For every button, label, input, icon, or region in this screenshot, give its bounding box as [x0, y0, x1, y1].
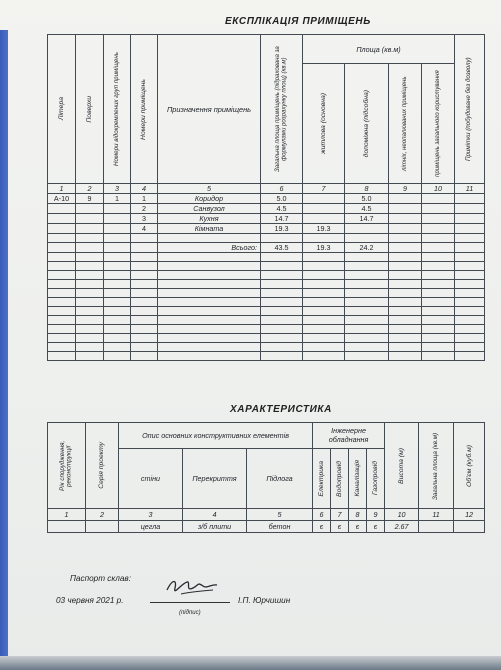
header-prymitky: Примітки (побудоване без дозволу) [455, 35, 485, 184]
col-number: 7 [331, 509, 349, 521]
cell-c1 [48, 280, 76, 289]
cell-c6 [261, 234, 303, 243]
cell-c3 [104, 352, 131, 361]
cell-c2 [76, 253, 104, 262]
col-number: 11 [419, 509, 454, 521]
cell-vysota: 2.67 [385, 521, 419, 533]
cell-c2: 9 [76, 194, 104, 204]
cell-c5 [158, 307, 261, 316]
cell-c3 [104, 214, 131, 224]
cell-c1 [48, 298, 76, 307]
cell-c8 [345, 289, 389, 298]
signature-caption: (підпис) [179, 610, 201, 616]
cell-c5: Кімната [158, 224, 261, 234]
explication-title: ЕКСПЛІКАЦІЯ ПРИМІЩЕНЬ [225, 16, 371, 27]
cell-c8 [345, 343, 389, 352]
header-rik: Рік спорудження, реконструкції [48, 423, 86, 509]
cell-c4 [131, 234, 158, 243]
cell-c11 [455, 352, 485, 361]
room-row [48, 204, 485, 214]
total-cell [48, 243, 76, 253]
room-row [48, 224, 485, 234]
cell-c3 [104, 234, 131, 243]
cell-c1 [48, 352, 76, 361]
header-zhytlova: житлова (основна) [303, 64, 345, 184]
cell-c4 [131, 280, 158, 289]
empty-row [48, 280, 485, 289]
cell-c10 [422, 262, 455, 271]
cell-c10 [422, 298, 455, 307]
cell-c7 [303, 307, 345, 316]
cell-c1: А-10 [48, 194, 76, 204]
header-opys: Опис основних конструктивних елементів [119, 423, 313, 449]
empty-row [48, 298, 485, 307]
cell-c4 [131, 262, 158, 271]
total-cell [455, 243, 485, 253]
cell-c1 [48, 253, 76, 262]
cell-c10 [422, 214, 455, 224]
cell-c6 [261, 352, 303, 361]
cell-c2 [76, 204, 104, 214]
cell-vodoprovid: є [331, 521, 349, 533]
col-number: 3 [119, 509, 183, 521]
col-number: 11 [455, 184, 485, 194]
header-vysota: Висота (м) [385, 423, 419, 509]
cell-c5 [158, 271, 261, 280]
col-number: 1 [48, 184, 76, 194]
cell-c5 [158, 289, 261, 298]
header-obiem: Об'єм (куб.м) [454, 423, 485, 509]
cell-obiem [454, 521, 485, 533]
signature-line [150, 602, 230, 603]
cell-c11 [455, 307, 485, 316]
header-hazoprovid: Газопровід [367, 449, 385, 509]
cell-c9 [389, 334, 422, 343]
header-nomery-grup: Номери відокремлених груп приміщень [104, 35, 131, 184]
cell-c11 [455, 262, 485, 271]
cell-c8 [345, 352, 389, 361]
cell-c9 [389, 307, 422, 316]
cell-seriia [86, 521, 119, 533]
cell-c5: Кухня [158, 214, 261, 224]
cell-c2 [76, 224, 104, 234]
header-pidloha: Підлога [247, 449, 313, 509]
cell-c2 [76, 352, 104, 361]
cell-c11 [455, 325, 485, 334]
cell-c10 [422, 204, 455, 214]
passport-label: Паспорт склав: [70, 574, 131, 583]
cell-c2 [76, 298, 104, 307]
cell-c3 [104, 289, 131, 298]
cell-c9 [389, 194, 422, 204]
cell-c8: 14.7 [345, 214, 389, 224]
cell-c10 [422, 343, 455, 352]
cell-c1 [48, 214, 76, 224]
cell-c10 [422, 253, 455, 262]
header-seriia: Серія проекту [86, 423, 119, 509]
header-poverkh: Поверхи [76, 35, 104, 184]
total-cell [131, 243, 158, 253]
cell-c9 [389, 316, 422, 325]
cell-c10 [422, 234, 455, 243]
cell-c7 [303, 271, 345, 280]
cell-c3 [104, 343, 131, 352]
cell-c9 [389, 204, 422, 214]
header-elektryka: Електрика [313, 449, 331, 509]
cell-c6: 4.5 [261, 204, 303, 214]
cell-rik [48, 521, 86, 533]
cell-c1 [48, 204, 76, 214]
cell-c8 [345, 334, 389, 343]
col-number: 8 [349, 509, 367, 521]
col-number: 12 [454, 509, 485, 521]
cell-c9 [389, 352, 422, 361]
cell-c4 [131, 325, 158, 334]
cell-c5 [158, 253, 261, 262]
cell-c6: 5.0 [261, 194, 303, 204]
cell-c11 [455, 280, 485, 289]
header-litera: Літера [48, 35, 76, 184]
empty-row [48, 316, 485, 325]
cell-c2 [76, 289, 104, 298]
cell-c5 [158, 262, 261, 271]
passport-date: 03 червня 2021 р. [56, 596, 124, 605]
cell-c3 [104, 280, 131, 289]
cell-c6 [261, 262, 303, 271]
cell-c8 [345, 234, 389, 243]
cell-c5 [158, 280, 261, 289]
cell-c1 [48, 316, 76, 325]
col-number: 2 [76, 184, 104, 194]
header-dopomizhna: допоміжна (підсобна) [345, 64, 389, 184]
header-pryznachennia: Призначення приміщень [158, 35, 261, 184]
col-number: 7 [303, 184, 345, 194]
cell-c2 [76, 343, 104, 352]
passport-name: І.П. Юрчишин [238, 596, 291, 605]
characteristics-data-row [48, 521, 485, 533]
cell-c11 [455, 271, 485, 280]
cell-c7 [303, 316, 345, 325]
col-number: 10 [385, 509, 419, 521]
cell-c8 [345, 325, 389, 334]
cell-c7 [303, 262, 345, 271]
cell-c6 [261, 325, 303, 334]
total-cell: 24.2 [345, 243, 389, 253]
cell-c1 [48, 234, 76, 243]
cell-c6 [261, 271, 303, 280]
cell-c4: 3 [131, 214, 158, 224]
cell-c9 [389, 224, 422, 234]
empty-row [48, 271, 485, 280]
header-zahalna-ch: Загальна площа (кв.м) [419, 423, 454, 509]
cell-c1 [48, 271, 76, 280]
cell-c5 [158, 352, 261, 361]
cell-c8 [345, 307, 389, 316]
total-label: Всього: [158, 243, 261, 253]
empty-row [48, 262, 485, 271]
cell-c8 [345, 271, 389, 280]
cell-c4 [131, 352, 158, 361]
cell-c10 [422, 224, 455, 234]
cell-c9 [389, 325, 422, 334]
cell-c3 [104, 224, 131, 234]
cell-c8 [345, 224, 389, 234]
cell-c6 [261, 334, 303, 343]
cell-c8: 5.0 [345, 194, 389, 204]
cell-stiny: цегла [119, 521, 183, 533]
total-cell [76, 243, 104, 253]
total-cell [422, 243, 455, 253]
cell-c2 [76, 307, 104, 316]
header-kanalizatsiia: Каналізація [349, 449, 367, 509]
cell-elektryka: є [313, 521, 331, 533]
cell-hazoprovid: є [367, 521, 385, 533]
cell-c10 [422, 194, 455, 204]
cell-c3: 1 [104, 194, 131, 204]
cell-c7 [303, 253, 345, 262]
desk-edge [0, 656, 501, 670]
cell-c11 [455, 234, 485, 243]
column-numbers-row [48, 184, 485, 194]
cell-c5 [158, 234, 261, 243]
cell-c1 [48, 224, 76, 234]
cell-c9 [389, 253, 422, 262]
empty-row [48, 334, 485, 343]
cell-c10 [422, 289, 455, 298]
cell-c11 [455, 343, 485, 352]
cell-c1 [48, 325, 76, 334]
cell-c1 [48, 307, 76, 316]
empty-row [48, 343, 485, 352]
cell-c2 [76, 280, 104, 289]
binder-edge [0, 30, 8, 670]
cell-c4 [131, 334, 158, 343]
cell-c5: Санвузол [158, 204, 261, 214]
cell-c2 [76, 234, 104, 243]
cell-c2 [76, 214, 104, 224]
col-number: 8 [345, 184, 389, 194]
cell-c7 [303, 343, 345, 352]
col-number: 4 [131, 184, 158, 194]
cell-c11 [455, 298, 485, 307]
cell-c9 [389, 298, 422, 307]
header-litni: літніх, неопалюваних приміщень [389, 64, 422, 184]
cell-c9 [389, 262, 422, 271]
cell-c4: 1 [131, 194, 158, 204]
cell-c4 [131, 253, 158, 262]
cell-c8 [345, 280, 389, 289]
header-perekryttia: Перекриття [183, 449, 247, 509]
cell-c7 [303, 280, 345, 289]
cell-c4: 4 [131, 224, 158, 234]
cell-c11 [455, 334, 485, 343]
cell-c10 [422, 271, 455, 280]
empty-row [48, 352, 485, 361]
cell-c3 [104, 271, 131, 280]
cell-c3 [104, 253, 131, 262]
col-number: 6 [261, 184, 303, 194]
cell-c5 [158, 325, 261, 334]
cell-c11 [455, 316, 485, 325]
cell-c5: Коридор [158, 194, 261, 204]
cell-c5 [158, 316, 261, 325]
col-number: 9 [367, 509, 385, 521]
cell-c3 [104, 307, 131, 316]
cell-c6 [261, 343, 303, 352]
cell-c8: 4.5 [345, 204, 389, 214]
cell-c7 [303, 194, 345, 204]
cell-c9 [389, 280, 422, 289]
cell-c7 [303, 289, 345, 298]
room-row [48, 194, 485, 204]
col-number: 1 [48, 509, 86, 521]
cell-kanalizatsiia: є [349, 521, 367, 533]
cell-c10 [422, 316, 455, 325]
cell-c11 [455, 224, 485, 234]
cell-c7 [303, 334, 345, 343]
col-number: 3 [104, 184, 131, 194]
cell-c6 [261, 316, 303, 325]
cell-c3 [104, 325, 131, 334]
cell-c9 [389, 343, 422, 352]
cell-c11 [455, 214, 485, 224]
cell-c1 [48, 343, 76, 352]
cell-c3 [104, 204, 131, 214]
header-nomery-prym: Номери приміщень [131, 35, 158, 184]
cell-c5 [158, 334, 261, 343]
cell-c7 [303, 352, 345, 361]
header-vodoprovid: Водопровід [331, 449, 349, 509]
cell-c10 [422, 334, 455, 343]
cell-c9 [389, 271, 422, 280]
cell-c4 [131, 307, 158, 316]
cell-c6: 19.3 [261, 224, 303, 234]
header-stiny: стіни [119, 449, 183, 509]
cell-c6 [261, 289, 303, 298]
header-ploshcha: Площа (кв.м) [303, 35, 455, 64]
cell-c4: 2 [131, 204, 158, 214]
cell-c2 [76, 271, 104, 280]
cell-c2 [76, 262, 104, 271]
col-number: 9 [389, 184, 422, 194]
col-number: 5 [158, 184, 261, 194]
cell-c11 [455, 253, 485, 262]
cell-c3 [104, 262, 131, 271]
explication-table [47, 34, 485, 361]
cell-perekryttia: з/б плити [183, 521, 247, 533]
characteristics-title: ХАРАКТЕРИСТИКА [230, 404, 332, 415]
cell-c4 [131, 298, 158, 307]
cell-c7 [303, 204, 345, 214]
col-number: 4 [183, 509, 247, 521]
header-inzh: Інженерне обладнання [313, 423, 385, 449]
cell-c7: 19.3 [303, 224, 345, 234]
cell-c3 [104, 316, 131, 325]
cell-pidloha: бетон [247, 521, 313, 533]
total-cell [104, 243, 131, 253]
cell-zahalna [419, 521, 454, 533]
cell-c10 [422, 325, 455, 334]
cell-c10 [422, 307, 455, 316]
cell-c9 [389, 214, 422, 224]
cell-c6 [261, 280, 303, 289]
cell-c2 [76, 334, 104, 343]
cell-c7 [303, 298, 345, 307]
cell-c6 [261, 253, 303, 262]
cell-c7 [303, 325, 345, 334]
cell-c6 [261, 298, 303, 307]
cell-c10 [422, 352, 455, 361]
cell-c2 [76, 325, 104, 334]
header-zahalna: Загальна площа приміщень (підрахована за формулами розрахунку площ) (кв.м) [261, 35, 303, 184]
cell-c3 [104, 298, 131, 307]
col-number: 10 [422, 184, 455, 194]
cell-c1 [48, 334, 76, 343]
cell-c8 [345, 253, 389, 262]
cell-c11 [455, 204, 485, 214]
cell-c9 [389, 289, 422, 298]
column-numbers-row [48, 509, 485, 521]
cell-c8 [345, 262, 389, 271]
cell-c10 [422, 280, 455, 289]
empty-row [48, 307, 485, 316]
col-number: 2 [86, 509, 119, 521]
room-row [48, 214, 485, 224]
cell-c5 [158, 343, 261, 352]
cell-c8 [345, 298, 389, 307]
cell-c6 [261, 307, 303, 316]
empty-row [48, 325, 485, 334]
cell-c5 [158, 298, 261, 307]
cell-c11 [455, 289, 485, 298]
total-cell: 43.5 [261, 243, 303, 253]
total-cell [389, 243, 422, 253]
cell-c3 [104, 334, 131, 343]
characteristics-table [47, 422, 485, 533]
cell-c7 [303, 214, 345, 224]
total-row [48, 243, 485, 253]
cell-c4 [131, 289, 158, 298]
cell-c2 [76, 316, 104, 325]
cell-c4 [131, 343, 158, 352]
signature-scribble [163, 576, 223, 602]
cell-c8 [345, 316, 389, 325]
cell-c11 [455, 194, 485, 204]
cell-c6: 14.7 [261, 214, 303, 224]
cell-c4 [131, 316, 158, 325]
col-number: 6 [313, 509, 331, 521]
empty-row [48, 253, 485, 262]
cell-c7 [303, 234, 345, 243]
col-number: 5 [247, 509, 313, 521]
header-zahalnoho: приміщень загального користування [422, 64, 455, 184]
cell-c4 [131, 271, 158, 280]
empty-row [48, 289, 485, 298]
total-cell: 19.3 [303, 243, 345, 253]
spacer-row [48, 234, 485, 243]
cell-c9 [389, 234, 422, 243]
cell-c1 [48, 262, 76, 271]
cell-c1 [48, 289, 76, 298]
